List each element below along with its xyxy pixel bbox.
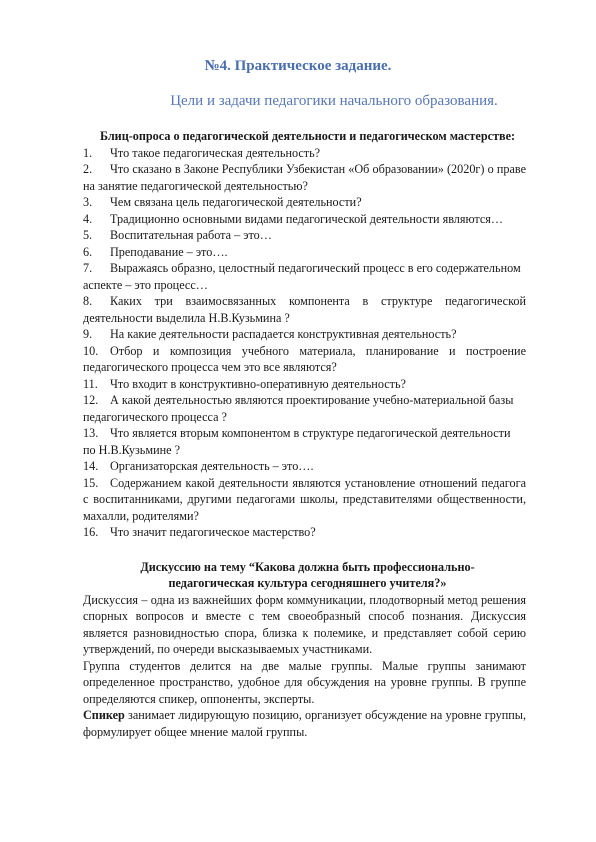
discussion-paragraph: Группа студентов делится на две малые группы. Малые группы занимают определенное пространство, удобное для обсуждения на уровне группы. В группе определяются спикер, оппоненты, эксперты.: [83, 658, 526, 706]
question-text: Что сказано в Законе Республики Узбекистан «Об образовании» (2020г) о праве на занятие педагогической деятельностью?: [83, 162, 526, 193]
question-item: [83, 145, 526, 162]
speaker-term: Спикер: [83, 708, 125, 722]
question-item: [83, 293, 526, 326]
question-number: 12.: [83, 393, 99, 407]
question-number: 5.: [83, 228, 93, 242]
discussion-text: [83, 592, 526, 741]
question-number: 11.: [83, 376, 98, 391]
question-text: Преподавание – это….: [110, 244, 228, 259]
question-text: Традиционно основными видами педагогической деятельности являются…: [110, 211, 504, 226]
discussion-heading: Дискуссию на тему “Какова должна быть профессионально-педагогическая культура сегодняшнего учителя?»: [140, 559, 475, 590]
question-item: [83, 161, 526, 194]
question-item: [83, 343, 526, 376]
question-item: [83, 211, 526, 228]
question-text: Содержанием какой деятельности являются установление отношений педагога с воспитанниками, другими педагогами школы, представителями общественности, махалли, родителями?: [83, 475, 526, 523]
question-text: Что значит педагогическое мастерство?: [110, 525, 316, 539]
question-text: Организаторская деятельность – это….: [110, 459, 314, 473]
question-text: Отбор и композиция учебного материала, планирование и построение педагогического процесса чем это все являются?: [83, 343, 526, 374]
question-item: [83, 227, 526, 244]
question-number: 14.: [83, 459, 99, 473]
section-gap: [89, 541, 526, 559]
question-text: Выражаясь образно, целостный педагогический процесс в его содержательном аспекте – это процесс…: [83, 261, 521, 292]
question-text: Чем связана цель педагогической деятельности?: [110, 195, 362, 209]
discussion-paragraph: Дискуссия – одна из важнейших форм коммуникации, плодотворный метод решения спорных вопросов и вместе с тем своеобразный способ познания. Дискуссия является разновидностью спора, близка к полемике, и представляет собой серию утверждений, по очереди высказываемых участниками.: [83, 592, 526, 656]
question-item: [83, 326, 526, 343]
question-number: 6.: [83, 244, 93, 259]
discussion-paragraph: [83, 707, 526, 740]
question-number: 15.: [83, 475, 99, 490]
page-subtitle: Цели и задачи педагогики начального образования.: [170, 93, 498, 109]
question-item: [83, 475, 526, 525]
question-text: Что входит в конструктивно-оперативную деятельность?: [110, 376, 406, 391]
question-number: 2.: [83, 162, 93, 176]
question-item: [83, 392, 526, 425]
question-number: 3.: [83, 195, 93, 209]
blitz-heading: Блиц-опроса о педагогической деятельности и педагогическом мастерстве:: [99, 129, 516, 143]
question-number: 1.: [83, 145, 93, 160]
question-number: 16.: [83, 525, 99, 539]
question-item: [83, 524, 526, 541]
question-number: 9.: [83, 327, 93, 341]
question-item: [83, 194, 526, 211]
question-number: 7.: [83, 261, 93, 275]
question-text: Воспитательная работа – это…: [110, 228, 272, 242]
page-title: №4. Практическое задание.: [204, 58, 392, 74]
question-number: 4.: [83, 211, 93, 226]
question-item: [83, 376, 526, 393]
question-number: 8.: [83, 294, 93, 308]
question-number: 10.: [83, 343, 99, 358]
question-item: [83, 260, 526, 293]
question-text: На какие деятельности распадается конструктивная деятельность?: [110, 327, 457, 341]
question-number: 13.: [83, 426, 99, 440]
question-text: А какой деятельностью являются проектирование учебно-материальной базы педагогического процесса ?: [83, 393, 514, 424]
speaker-description: занимает лидирующую позицию, организует обсуждение на уровне группы, формулирует общее мнение малой группы.: [83, 708, 526, 739]
question-text: Что является вторым компонентом в структуре педагогической деятельности по Н.В.Кузьмине ?: [83, 426, 511, 457]
question-item: [83, 425, 526, 458]
question-item: [83, 244, 526, 261]
question-item: [83, 458, 526, 475]
questions-list: [83, 145, 526, 541]
question-text: Что такое педагогическая деятельность?: [110, 145, 321, 160]
question-text: Каких три взаимосвязанных компонента в структуре педагогической деятельности выделила Н.В.Кузьмина ?: [83, 294, 526, 325]
document-body: [83, 128, 526, 740]
